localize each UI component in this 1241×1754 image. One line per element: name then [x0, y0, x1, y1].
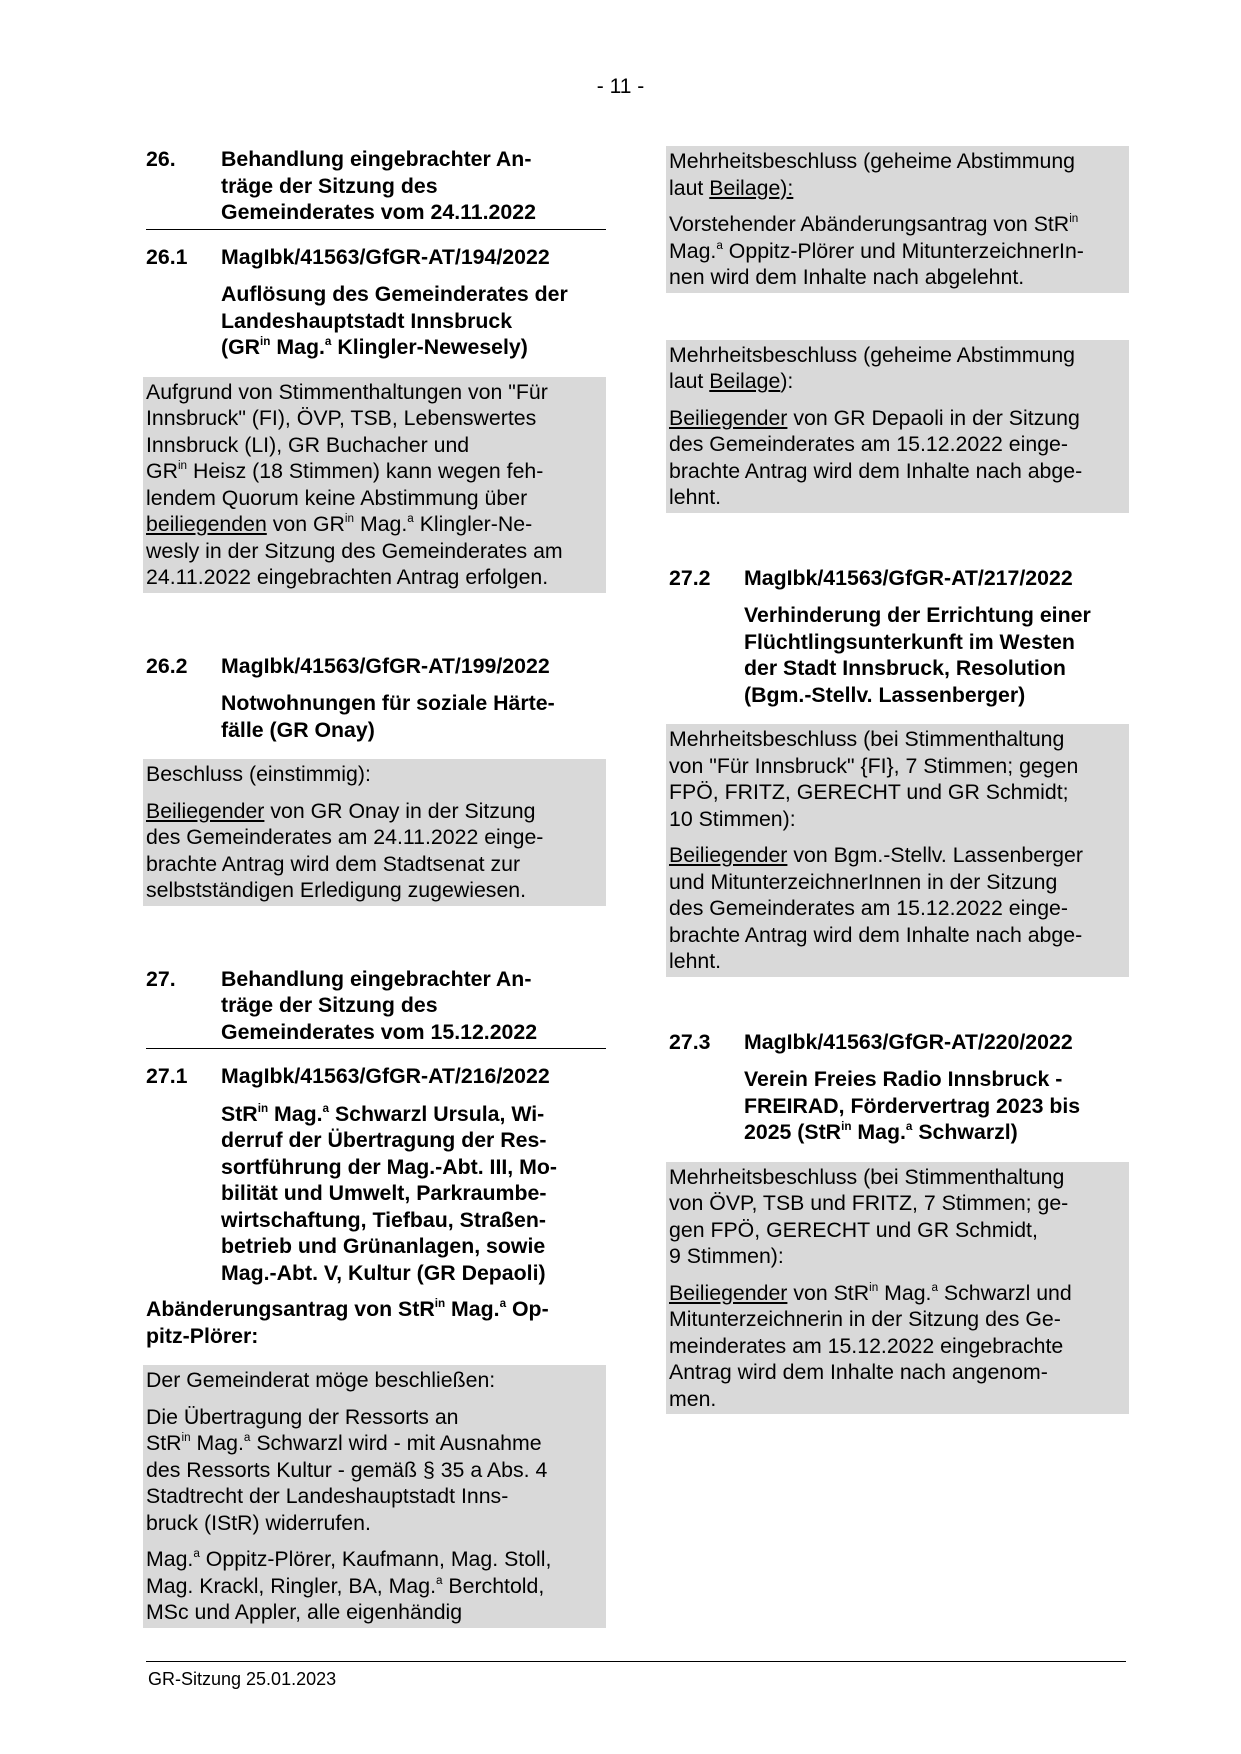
footer-rule [146, 1661, 1126, 1662]
decision-box: Beschluss (einstimmig): Beiliegender von GR Onay in der Sitzung des Gemeinderates am 24.11.2022 einge- brachte Antrag wird dem Stadtsenat zur selbstständigen Erledigung zugewiesen. [143, 759, 606, 906]
item-subject: Verein Freies Radio Innsbruck - FREIRAD, Fördervertrag 2023 bis 2025 (StR$^{in}$ Mag.$^a$ Schwarzl) [744, 1067, 1081, 1144]
item-heading: 26.1 MagIbk/41563/GfGR-AT/194/2022 [146, 244, 606, 271]
item-subject: StR$^{in}$ Mag.$^a$ Schwarzl Ursula, Wi- derruf der Übertragung der Res- sortführung der Mag.-Abt. III, Mo- bilität und Umwelt, Parkraumbe- wirtschaftung, Tiefbau, Straßen- betrieb und Grünanlagen, sowie Mag.-Abt. V, Kultur (GR Depaoli) [221, 1101, 557, 1285]
section-title: Behandlung eingebrachter An- träge der Sitzung des Gemeinderates vom 24.11.2022 [221, 147, 536, 224]
amendment-box: Der Gemeinderat möge beschließen: Die Übertragung der Ressorts an StR$^{in}$ Mag.$^a$ Schwarzl wird - mit Ausnahme des Ressorts Kultur - gemäß § 35 a Abs. 4 Stadtrecht der Landeshauptstadt Inns- bruck (IStR) widerrufen. Mag.$^a$ Oppitz-Plörer, Kaufmann, Mag. Stoll, Mag. Krackl, Ringler, BA, Mag.$^a$ Berchtold, MSc und Appler, alle eigenhändig [143, 1365, 606, 1628]
item-heading: 27.2 MagIbk/41563/GfGR-AT/217/2022 [669, 565, 1129, 592]
section-title: Behandlung eingebrachter An- träge der Sitzung des Gemeinderates vom 15.12.2022 [221, 966, 538, 1044]
file-reference: MagIbk/41563/GfGR-AT/194/2022 [221, 244, 550, 269]
file-reference: MagIbk/41563/GfGR-AT/199/2022 [221, 653, 550, 678]
decision-box: Mehrheitsbeschluss (bei Stimmenthaltung von "Für Innsbruck" {FI}, 7 Stimmen; gegen FPÖ, FRITZ, GERECHT und GR Schmidt; 10 Stimmen): Beiliegender von Bgm.-Stellv. Lassenberger und MitunterzeichnerInnen in der Sitzung des Gemeinderates am 15.12.2022 einge- brachte Antrag wird dem Inhalte nach abge- lehnt. [666, 724, 1129, 977]
item-heading: 27.3 MagIbk/41563/GfGR-AT/220/2022 [669, 1029, 1129, 1056]
item-26-2 [146, 653, 606, 906]
item-27-1 [146, 1063, 606, 1628]
section-heading-27 [146, 966, 606, 1050]
decision-box: Mehrheitsbeschluss (bei Stimmenthaltung von ÖVP, TSB und FRITZ, 7 Stimmen; ge- gen FPÖ, GERECHT und GR Schmidt, 9 Stimmen): Beiliegender von StR$^{in}$ Mag.$^a$ Schwarzl und Mitunterzeichnerin in der Sitzung des Ge- meinderates am 15.12.2022 eingebrachte Antrag wird dem Inhalte nach angenom- men. [666, 1162, 1129, 1415]
amendment-heading: Abänderungsantrag von StR$^{in}$ Mag.$^a$ Op- pitz-Plörer: [146, 1297, 549, 1348]
decision-box-27-1: Mehrheitsbeschluss (geheime Abstimmung laut Beilage): Vorstehender Abänderungsantrag von StR$^{in}$ Mag.$^a$ Oppitz-Plörer und MitunterzeichnerIn- nen wird dem Inhalte nach abgelehnt. [666, 146, 1129, 293]
section-number: 26. [146, 147, 176, 171]
item-subject: Auflösung des Gemeinderates der Landeshauptstadt Innsbruck ($GR^{in}$ Mag.$^a$ Klingler-Newesely) [221, 282, 568, 359]
footer-text: GR-Sitzung 25.01.2023 [148, 1669, 337, 1689]
item-27-2 [669, 565, 1129, 977]
file-reference: MagIbk/41563/GfGR-AT/217/2022 [744, 565, 1073, 590]
file-reference: MagIbk/41563/GfGR-AT/216/2022 [221, 1064, 550, 1088]
page-number: - 11 - [596, 75, 645, 98]
section-heading-26 [146, 146, 606, 230]
right-column [669, 146, 1129, 1414]
decision-box: Aufgrund von Stimmenthaltungen von "Für Innsbruck" (FI), ÖVP, TSB, Lebenswertes Innsbruck (LI), GR Buchacher und $GR^{in}$ Heisz (18 Stimmen) kann wegen feh- lendem Quorum keine Abstimmung über beiliegenden von $GR^{in}$ Mag.$^a$ Klingler-Ne- wesly in der Sitzung des Gemeinderates am 24.11.2022 eingebrachten Antrag erfolgen. [143, 377, 606, 593]
item-heading: 26.2 MagIbk/41563/GfGR-AT/199/2022 [146, 653, 606, 680]
decision-box-27-1-main: Mehrheitsbeschluss (geheime Abstimmung laut Beilage): Beiliegender von GR Depaoli in der Sitzung des Gemeinderates am 15.12.2022 einge- brachte Antrag wird dem Inhalte nach abge- lehnt. [666, 340, 1129, 513]
decision-type: Beschluss (einstimmig): [146, 762, 371, 786]
file-reference: MagIbk/41563/GfGR-AT/220/2022 [744, 1029, 1073, 1054]
item-27-3 [669, 1029, 1129, 1415]
left-column [146, 146, 606, 1628]
item-26-1 [146, 244, 606, 593]
item-subject: Verhinderung der Errichtung einer Flüchtlingsunterkunft im Westen der Stadt Innsbruck, Resolution (Bgm.-Stellv. Lassenberger) [744, 603, 1091, 707]
item-subject: Notwohnungen für soziale Härte- fälle (GR Onay) [221, 691, 555, 742]
section-number: 27. [146, 966, 176, 991]
item-heading: 27.1 MagIbk/41563/GfGR-AT/216/2022 [146, 1063, 606, 1090]
